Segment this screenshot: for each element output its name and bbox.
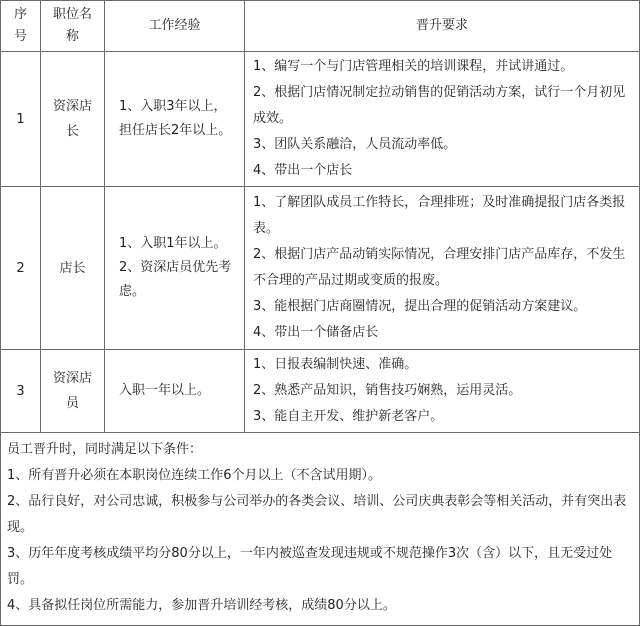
requirement-item: 2、根据门店产品动销实际情况，合理安排门店产品库存，不发生不合理的产品过期或变质的报废。 <box>253 247 626 288</box>
notes-heading: 员工晋升时，同时满足以下条件： <box>7 442 203 457</box>
cell-requirements <box>245 350 640 433</box>
cell-title: 店长 <box>41 187 105 350</box>
header-no: 序号 <box>1 1 41 52</box>
requirement-item: 4、带出一个店长 <box>253 163 353 178</box>
notes-cell <box>1 433 640 626</box>
cell-title: 资深店员 <box>41 350 105 433</box>
header-row <box>1 1 640 52</box>
requirement-item: 4、带出一个储备店长 <box>253 325 379 340</box>
header-title: 职位名称 <box>41 1 105 52</box>
requirement-item: 3、能根据门店商圈情况，提出合理的促销活动方案建议。 <box>253 299 587 314</box>
requirement-item: 3、能自主开发、维护新老客户。 <box>253 409 444 424</box>
requirement-item: 2、根据门店情况制定拉动销售的促销活动方案，试行一个月初见成效。 <box>253 85 626 126</box>
notes-item: 1、所有晋升必须在本职岗位连续工作6个月以上（不含试用期）。 <box>7 468 382 483</box>
requirement-item: 1、日报表编制快速、准确。 <box>253 357 418 372</box>
cell-experience <box>105 187 245 350</box>
requirement-item: 2、熟悉产品知识，销售技巧娴熟，运用灵活。 <box>253 383 522 398</box>
cell-no: 2 <box>1 187 41 350</box>
table-row <box>1 187 640 350</box>
notes-item: 3、历年年度考核成绩平均分80分以上，一年内被巡查发现违规或不规范操作3次（含）以下，且无受过处罚。 <box>7 546 613 587</box>
table-row <box>1 52 640 187</box>
notes-row <box>1 433 640 626</box>
experience-item: 1、入职1年以上。 <box>119 236 227 251</box>
notes-item: 2、品行良好，对公司忠诚，积极参与公司举办的各类会议、培训、公司庆典表彰会等相关活动，并有突出表现。 <box>7 494 627 535</box>
requirement-item: 1、了解团队成员工作特长，合理排班；及时准确提报门店各类报表。 <box>253 195 626 236</box>
cell-title: 资深店长 <box>41 52 105 187</box>
cell-experience: 入职一年以上。 <box>105 350 245 433</box>
cell-requirements <box>245 187 640 350</box>
header-experience: 工作经验 <box>105 1 245 52</box>
cell-requirements <box>245 52 640 187</box>
notes-item: 4、具备拟任岗位所需能力，参加晋升培训经考核，成绩80分以上。 <box>7 598 396 613</box>
table-row <box>1 350 640 433</box>
cell-no: 3 <box>1 350 41 433</box>
header-requirements: 晋升要求 <box>245 1 640 52</box>
cell-no: 1 <box>1 52 41 187</box>
cell-experience: 1、入职3年以上，担任店长2年以上。 <box>105 52 245 187</box>
requirement-item: 3、团队关系融洽，人员流动率低。 <box>253 137 457 152</box>
experience-item: 2、资深店员优先考虑。 <box>119 260 232 299</box>
requirement-item: 1、编写一个与门店管理相关的培训课程，并试讲通过。 <box>253 59 574 74</box>
